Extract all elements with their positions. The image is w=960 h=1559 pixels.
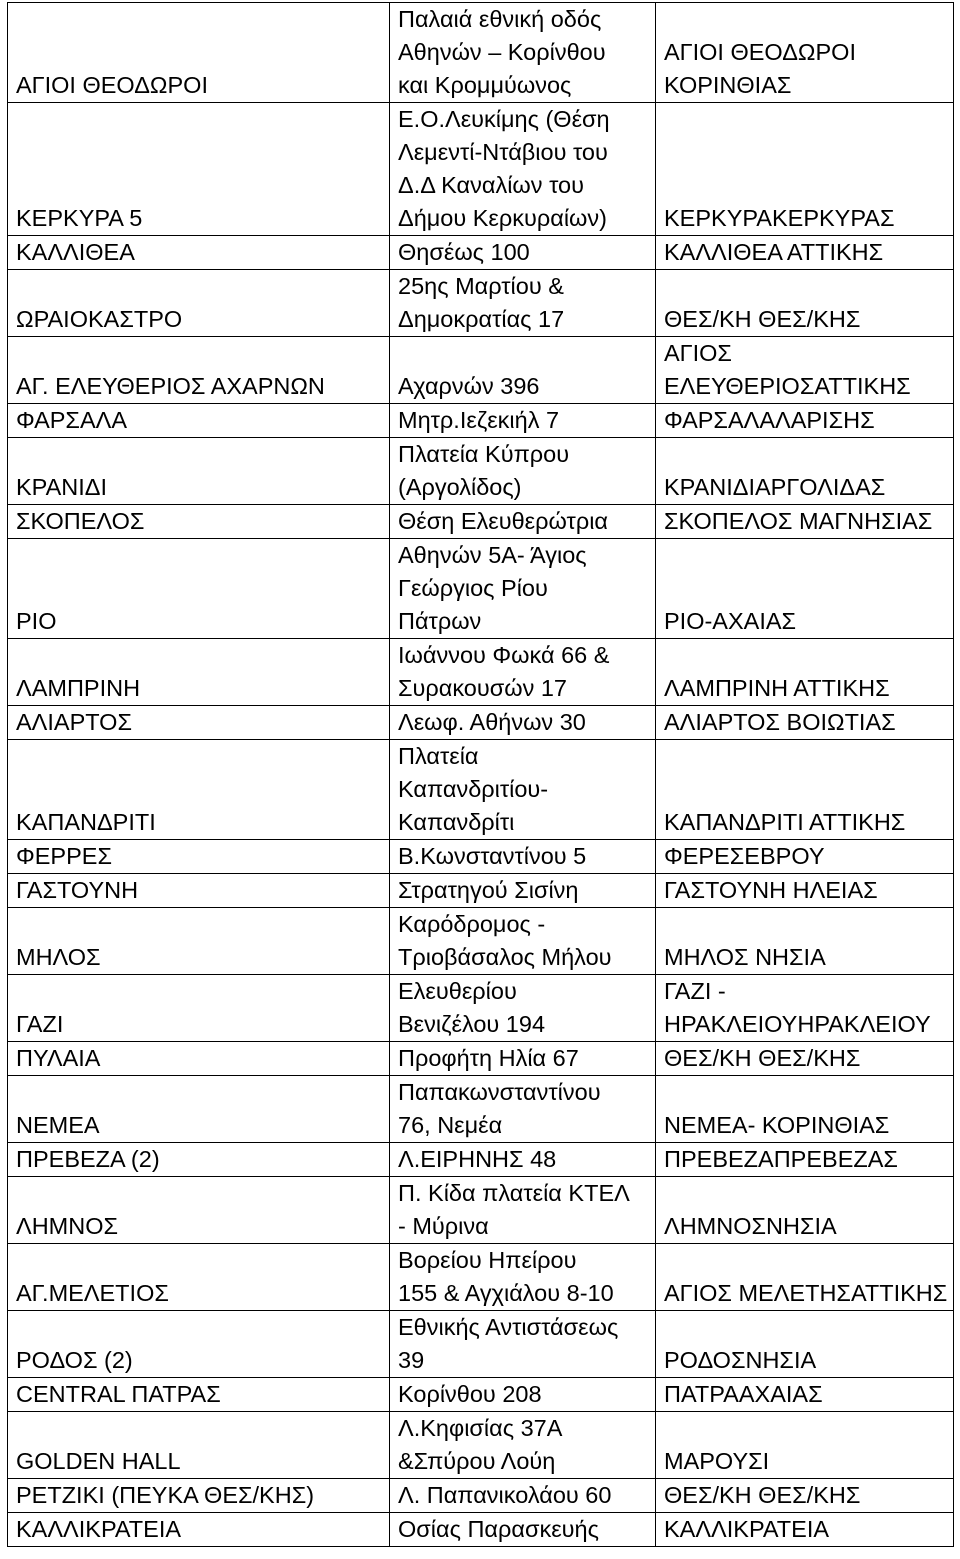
region-cell: ΚΑΠΑΝΔΡΙΤΙ ΑΤΤΙΚΗΣ: [656, 740, 954, 840]
stores-table-body: [8, 3, 954, 1547]
table-row: [8, 706, 954, 740]
region-cell: ΛΑΜΠΡΙΝΗ ΑΤΤΙΚΗΣ: [656, 639, 954, 706]
address-cell: Ελευθερίου Βενιζέλου 194: [390, 975, 656, 1042]
region-cell: ΘΕΣ/ΚΗ ΘΕΣ/ΚΗΣ: [656, 270, 954, 337]
area-cell: ΡΟΔΟΣ (2): [8, 1311, 390, 1378]
table-row: [8, 505, 954, 539]
region-cell: ΠΑΤΡΑΑΧΑΙΑΣ: [656, 1378, 954, 1412]
region-cell: ΝΕΜΕΑ- ΚΟΡΙΝΘΙΑΣ: [656, 1076, 954, 1143]
region-cell: ΑΓΙΟΣ ΕΛΕΥΘΕΡΙΟΣΑΤΤΙΚΗΣ: [656, 337, 954, 404]
table-row: [8, 103, 954, 236]
table-row: [8, 270, 954, 337]
table-row: [8, 1412, 954, 1479]
address-cell: Π. Κίδα πλατεία ΚΤΕΛ - Μύρινα: [390, 1177, 656, 1244]
area-cell: ΝΕΜΕΑ: [8, 1076, 390, 1143]
area-cell: ΑΛΙΑΡΤΟΣ: [8, 706, 390, 740]
region-cell: ΜΗΛΟΣ ΝΗΣΙΑ: [656, 908, 954, 975]
area-cell: ΡΙΟ: [8, 539, 390, 639]
table-row: [8, 337, 954, 404]
table-row: [8, 975, 954, 1042]
area-cell: ΩΡΑΙΟΚΑΣΤΡΟ: [8, 270, 390, 337]
address-cell: Πλατεία Καπανδριτίου- Καπανδρίτι: [390, 740, 656, 840]
table-row: [8, 1143, 954, 1177]
area-cell: ΓΑΣΤΟΥΝΗ: [8, 874, 390, 908]
region-cell: ΦΕΡΕΣΕΒΡΟΥ: [656, 840, 954, 874]
region-cell: ΡΟΔΟΣΝΗΣΙΑ: [656, 1311, 954, 1378]
region-cell: ΚΕΡΚΥΡΑΚΕΡΚΥΡΑΣ: [656, 103, 954, 236]
address-cell: Λεωφ. Αθήνων 30: [390, 706, 656, 740]
region-cell: ΜΑΡΟΥΣΙ: [656, 1412, 954, 1479]
address-cell: 25ης Μαρτίου & Δημοκρατίας 17: [390, 270, 656, 337]
region-cell: ΘΕΣ/ΚΗ ΘΕΣ/ΚΗΣ: [656, 1042, 954, 1076]
area-cell: ΚΑΛΛΙΘΕΑ: [8, 236, 390, 270]
area-cell: ΛΗΜΝΟΣ: [8, 1177, 390, 1244]
table-row: [8, 1042, 954, 1076]
area-cell: ΣΚΟΠΕΛΟΣ: [8, 505, 390, 539]
region-cell: ΚΑΛΛΙΚΡΑΤΕΙΑ: [656, 1513, 954, 1547]
area-cell: ΛΑΜΠΡΙΝΗ: [8, 639, 390, 706]
table-row: [8, 1177, 954, 1244]
table-row: [8, 840, 954, 874]
region-cell: ΘΕΣ/ΚΗ ΘΕΣ/ΚΗΣ: [656, 1479, 954, 1513]
address-cell: Καρόδρομος - Τριοβάσαλος Μήλου: [390, 908, 656, 975]
table-row: [8, 740, 954, 840]
address-cell: Θέση Ελευθερώτρια: [390, 505, 656, 539]
region-cell: ΠΡΕΒΕΖΑΠΡΕΒΕΖΑΣ: [656, 1143, 954, 1177]
table-row: [8, 1378, 954, 1412]
address-cell: Εθνικής Αντιστάσεως 39: [390, 1311, 656, 1378]
table-row: [8, 874, 954, 908]
address-cell: Μητρ.Ιεζεκιήλ 7: [390, 404, 656, 438]
region-cell: ΑΓΙΟΙ ΘΕΟΔΩΡΟΙ ΚΟΡΙΝΘΙΑΣ: [656, 3, 954, 103]
area-cell: ΑΓ.ΜΕΛΕΤΙΟΣ: [8, 1244, 390, 1311]
table-row: [8, 438, 954, 505]
area-cell: ΦΕΡΡΕΣ: [8, 840, 390, 874]
address-cell: Λ.Κηφισίας 37Α &Σπύρου Λούη: [390, 1412, 656, 1479]
address-cell: Λ.ΕΙΡΗΝΗΣ 48: [390, 1143, 656, 1177]
address-cell: Παπακωνσταντίνου 76, Νεμέα: [390, 1076, 656, 1143]
address-cell: Βορείου Ηπείρου 155 & Αγχιάλου 8-10: [390, 1244, 656, 1311]
table-row: [8, 1244, 954, 1311]
area-cell: ΑΓΙΟΙ ΘΕΟΔΩΡΟΙ: [8, 3, 390, 103]
address-cell: Οσίας Παρασκευής: [390, 1513, 656, 1547]
address-cell: Παλαιά εθνική οδός Αθηνών – Κορίνθου και Κρομμύωνος: [390, 3, 656, 103]
address-cell: Ιωάννου Φωκά 66 & Συρακουσών 17: [390, 639, 656, 706]
region-cell: ΚΑΛΛΙΘΕΑ ΑΤΤΙΚΗΣ: [656, 236, 954, 270]
area-cell: ΦΑΡΣΑΛΑ: [8, 404, 390, 438]
area-cell: CENTRAL ΠΑΤΡΑΣ: [8, 1378, 390, 1412]
table-row: [8, 1311, 954, 1378]
area-cell: ΚΑΛΛΙΚΡΑΤΕΙΑ: [8, 1513, 390, 1547]
address-cell: Ε.Ο.Λευκίμης (Θέση Λεμεντί-Ντάβιου του Δ.Δ Καναλίων του Δήμου Κερκυραίων): [390, 103, 656, 236]
address-cell: Αχαρνών 396: [390, 337, 656, 404]
region-cell: ΣΚΟΠΕΛΟΣ ΜΑΓΝΗΣΙΑΣ: [656, 505, 954, 539]
region-cell: ΑΛΙΑΡΤΟΣ ΒΟΙΩΤΙΑΣ: [656, 706, 954, 740]
area-cell: ΜΗΛΟΣ: [8, 908, 390, 975]
area-cell: ΚΑΠΑΝΔΡΙΤΙ: [8, 740, 390, 840]
region-cell: ΚΡΑΝΙΔΙΑΡΓΟΛΙΔΑΣ: [656, 438, 954, 505]
area-cell: ΓΑΖΙ: [8, 975, 390, 1042]
region-cell: ΦΑΡΣΑΛΑΛΑΡΙΣΗΣ: [656, 404, 954, 438]
area-cell: ΚΡΑΝΙΔΙ: [8, 438, 390, 505]
address-cell: Αθηνών 5Α- Άγιος Γεώργιος Ρίου Πάτρων: [390, 539, 656, 639]
region-cell: ΑΓΙΟΣ ΜΕΛΕΤΗΣΑΤΤΙΚΗΣ: [656, 1244, 954, 1311]
address-cell: Πλατεία Κύπρου (Αργολίδος): [390, 438, 656, 505]
table-row: [8, 3, 954, 103]
table-row: [8, 236, 954, 270]
area-cell: GOLDEN HALL: [8, 1412, 390, 1479]
region-cell: ΛΗΜΝΟΣΝΗΣΙΑ: [656, 1177, 954, 1244]
address-cell: Β.Κωνσταντίνου 5: [390, 840, 656, 874]
table-row: [8, 1076, 954, 1143]
table-row: [8, 908, 954, 975]
region-cell: ΓΑΣΤΟΥΝΗ ΗΛΕΙΑΣ: [656, 874, 954, 908]
area-cell: ΠΥΛΑΙΑ: [8, 1042, 390, 1076]
area-cell: ΡΕΤΖΙΚΙ (ΠΕΥΚΑ ΘΕΣ/ΚΗΣ): [8, 1479, 390, 1513]
address-cell: Θησέως 100: [390, 236, 656, 270]
address-cell: Προφήτη Ηλία 67: [390, 1042, 656, 1076]
stores-table: [7, 2, 954, 1547]
table-row: [8, 404, 954, 438]
table-row: [8, 639, 954, 706]
table-row: [8, 1513, 954, 1547]
address-cell: Στρατηγού Σισίνη: [390, 874, 656, 908]
region-cell: ΡΙΟ-ΑΧΑΙΑΣ: [656, 539, 954, 639]
table-row: [8, 539, 954, 639]
area-cell: ΚΕΡΚΥΡΑ 5: [8, 103, 390, 236]
region-cell: ΓΑΖΙ - ΗΡΑΚΛΕΙΟΥΗΡΑΚΛΕΙΟΥ: [656, 975, 954, 1042]
table-row: [8, 1479, 954, 1513]
area-cell: ΑΓ. ΕΛΕΥΘΕΡΙΟΣ ΑΧΑΡΝΩΝ: [8, 337, 390, 404]
address-cell: Λ. Παπανικολάου 60: [390, 1479, 656, 1513]
address-cell: Κορίνθου 208: [390, 1378, 656, 1412]
area-cell: ΠΡΕΒΕΖΑ (2): [8, 1143, 390, 1177]
